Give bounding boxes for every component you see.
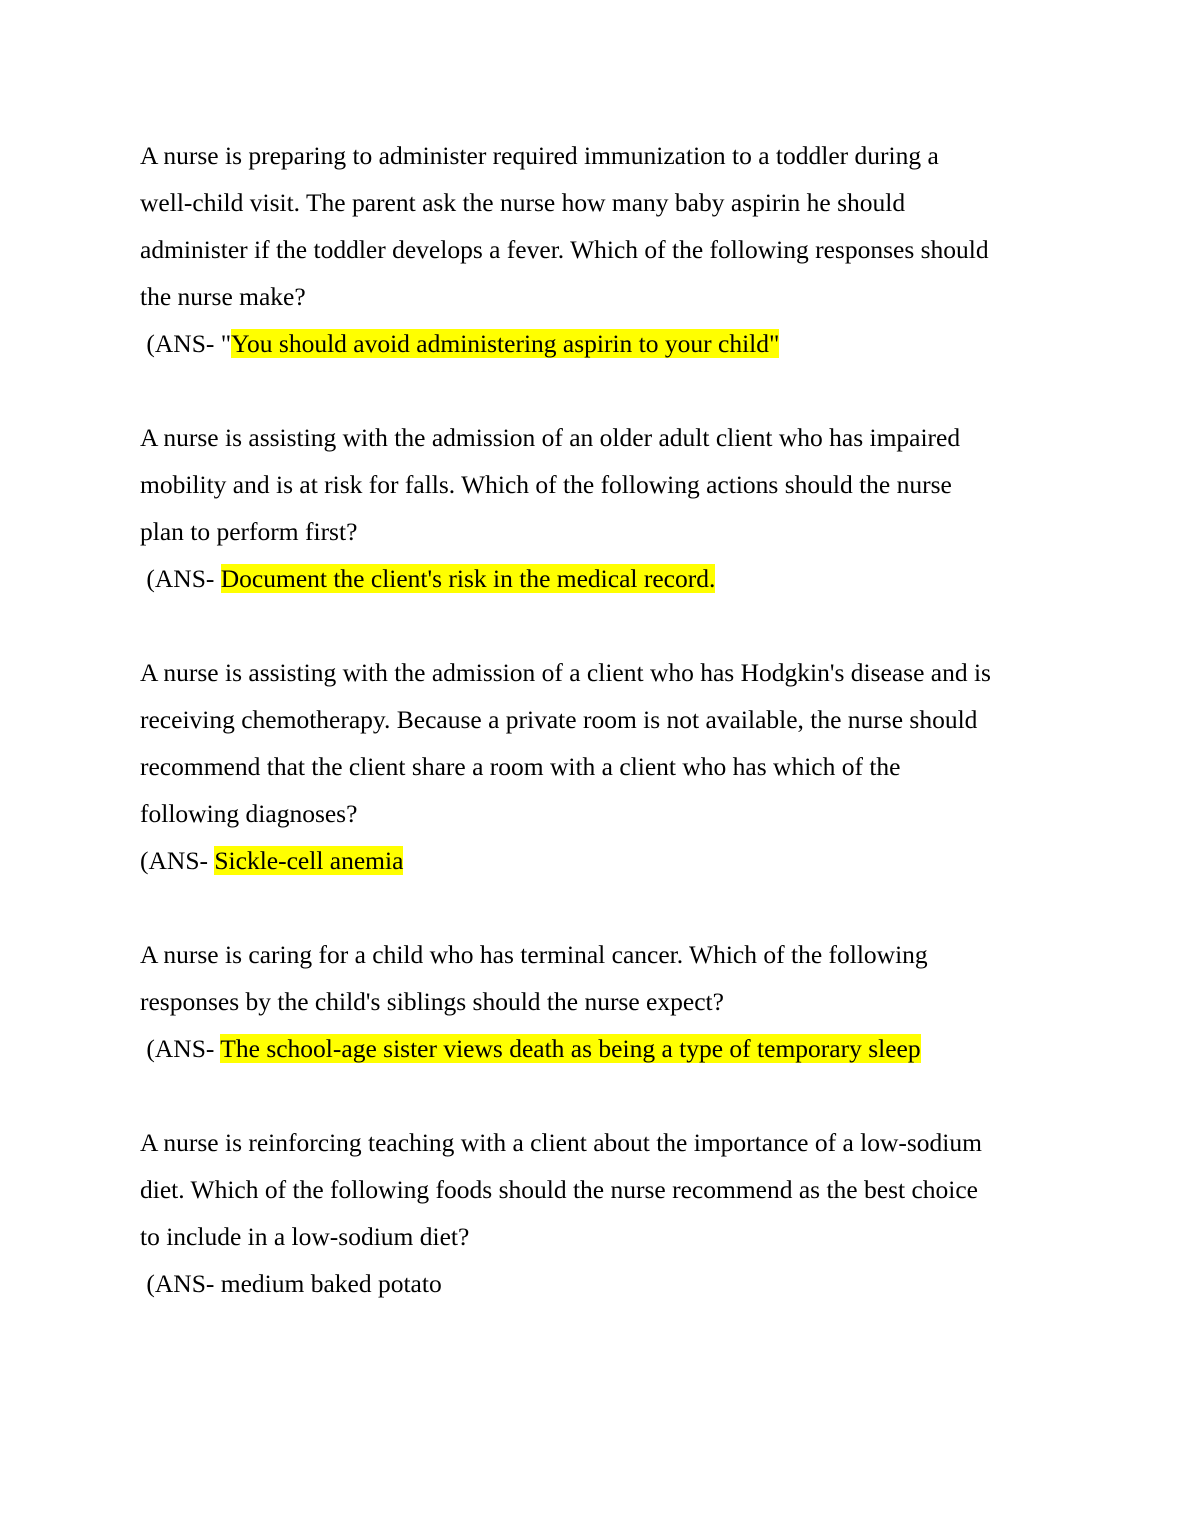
answer-text: medium baked potato <box>220 1269 442 1298</box>
question-line: to include in a low-sodium diet? <box>140 1222 470 1251</box>
document-body <box>140 132 1060 1354</box>
qa-item-1 <box>140 132 1060 367</box>
answer-prefix: (ANS- " <box>140 329 232 358</box>
question-line: administer if the toddler develops a fever. Which of the following responses should <box>140 235 989 264</box>
question-line: A nurse is assisting with the admission of a client who has Hodgkin's disease and is <box>140 658 991 687</box>
question-line: responses by the child's siblings should the nurse expect? <box>140 987 724 1016</box>
answer-highlight: The school-age sister views death as being a type of temporary sleep <box>220 1034 921 1063</box>
question-line: A nurse is caring for a child who has terminal cancer. Which of the following <box>140 940 928 969</box>
answer-line <box>140 837 1060 884</box>
answer-highlight: Sickle-cell anemia <box>214 846 404 875</box>
answer-highlight: You should avoid administering aspirin to your child" <box>231 329 780 358</box>
answer-line <box>140 320 1060 367</box>
answer-line <box>140 1260 1060 1307</box>
qa-item-5 <box>140 1119 1060 1307</box>
question-line: following diagnoses? <box>140 799 358 828</box>
answer-highlight: Document the client's risk in the medical record. <box>220 564 716 593</box>
answer-prefix: (ANS- <box>140 846 215 875</box>
qa-item-3 <box>140 649 1060 884</box>
question-line: receiving chemotherapy. Because a private room is not available, the nurse should <box>140 705 978 734</box>
answer-line <box>140 555 1060 602</box>
question-line: A nurse is reinforcing teaching with a client about the importance of a low-sodium <box>140 1128 982 1157</box>
question-line: mobility and is at risk for falls. Which of the following actions should the nurse <box>140 470 952 499</box>
question-line: A nurse is preparing to administer required immunization to a toddler during a <box>140 141 939 170</box>
question-line: A nurse is assisting with the admission of an older adult client who has impaired <box>140 423 961 452</box>
question-line: plan to perform first? <box>140 517 358 546</box>
question-line: recommend that the client share a room with a client who has which of the <box>140 752 901 781</box>
question-line: well-child visit. The parent ask the nurse how many baby aspirin he should <box>140 188 906 217</box>
qa-item-4 <box>140 931 1060 1072</box>
answer-prefix: (ANS- <box>140 1269 221 1298</box>
qa-item-2 <box>140 414 1060 602</box>
question-line: diet. Which of the following foods should the nurse recommend as the best choice <box>140 1175 978 1204</box>
answer-prefix: (ANS- <box>140 1034 221 1063</box>
answer-line <box>140 1025 1060 1072</box>
answer-prefix: (ANS- <box>140 564 221 593</box>
question-line: the nurse make? <box>140 282 306 311</box>
